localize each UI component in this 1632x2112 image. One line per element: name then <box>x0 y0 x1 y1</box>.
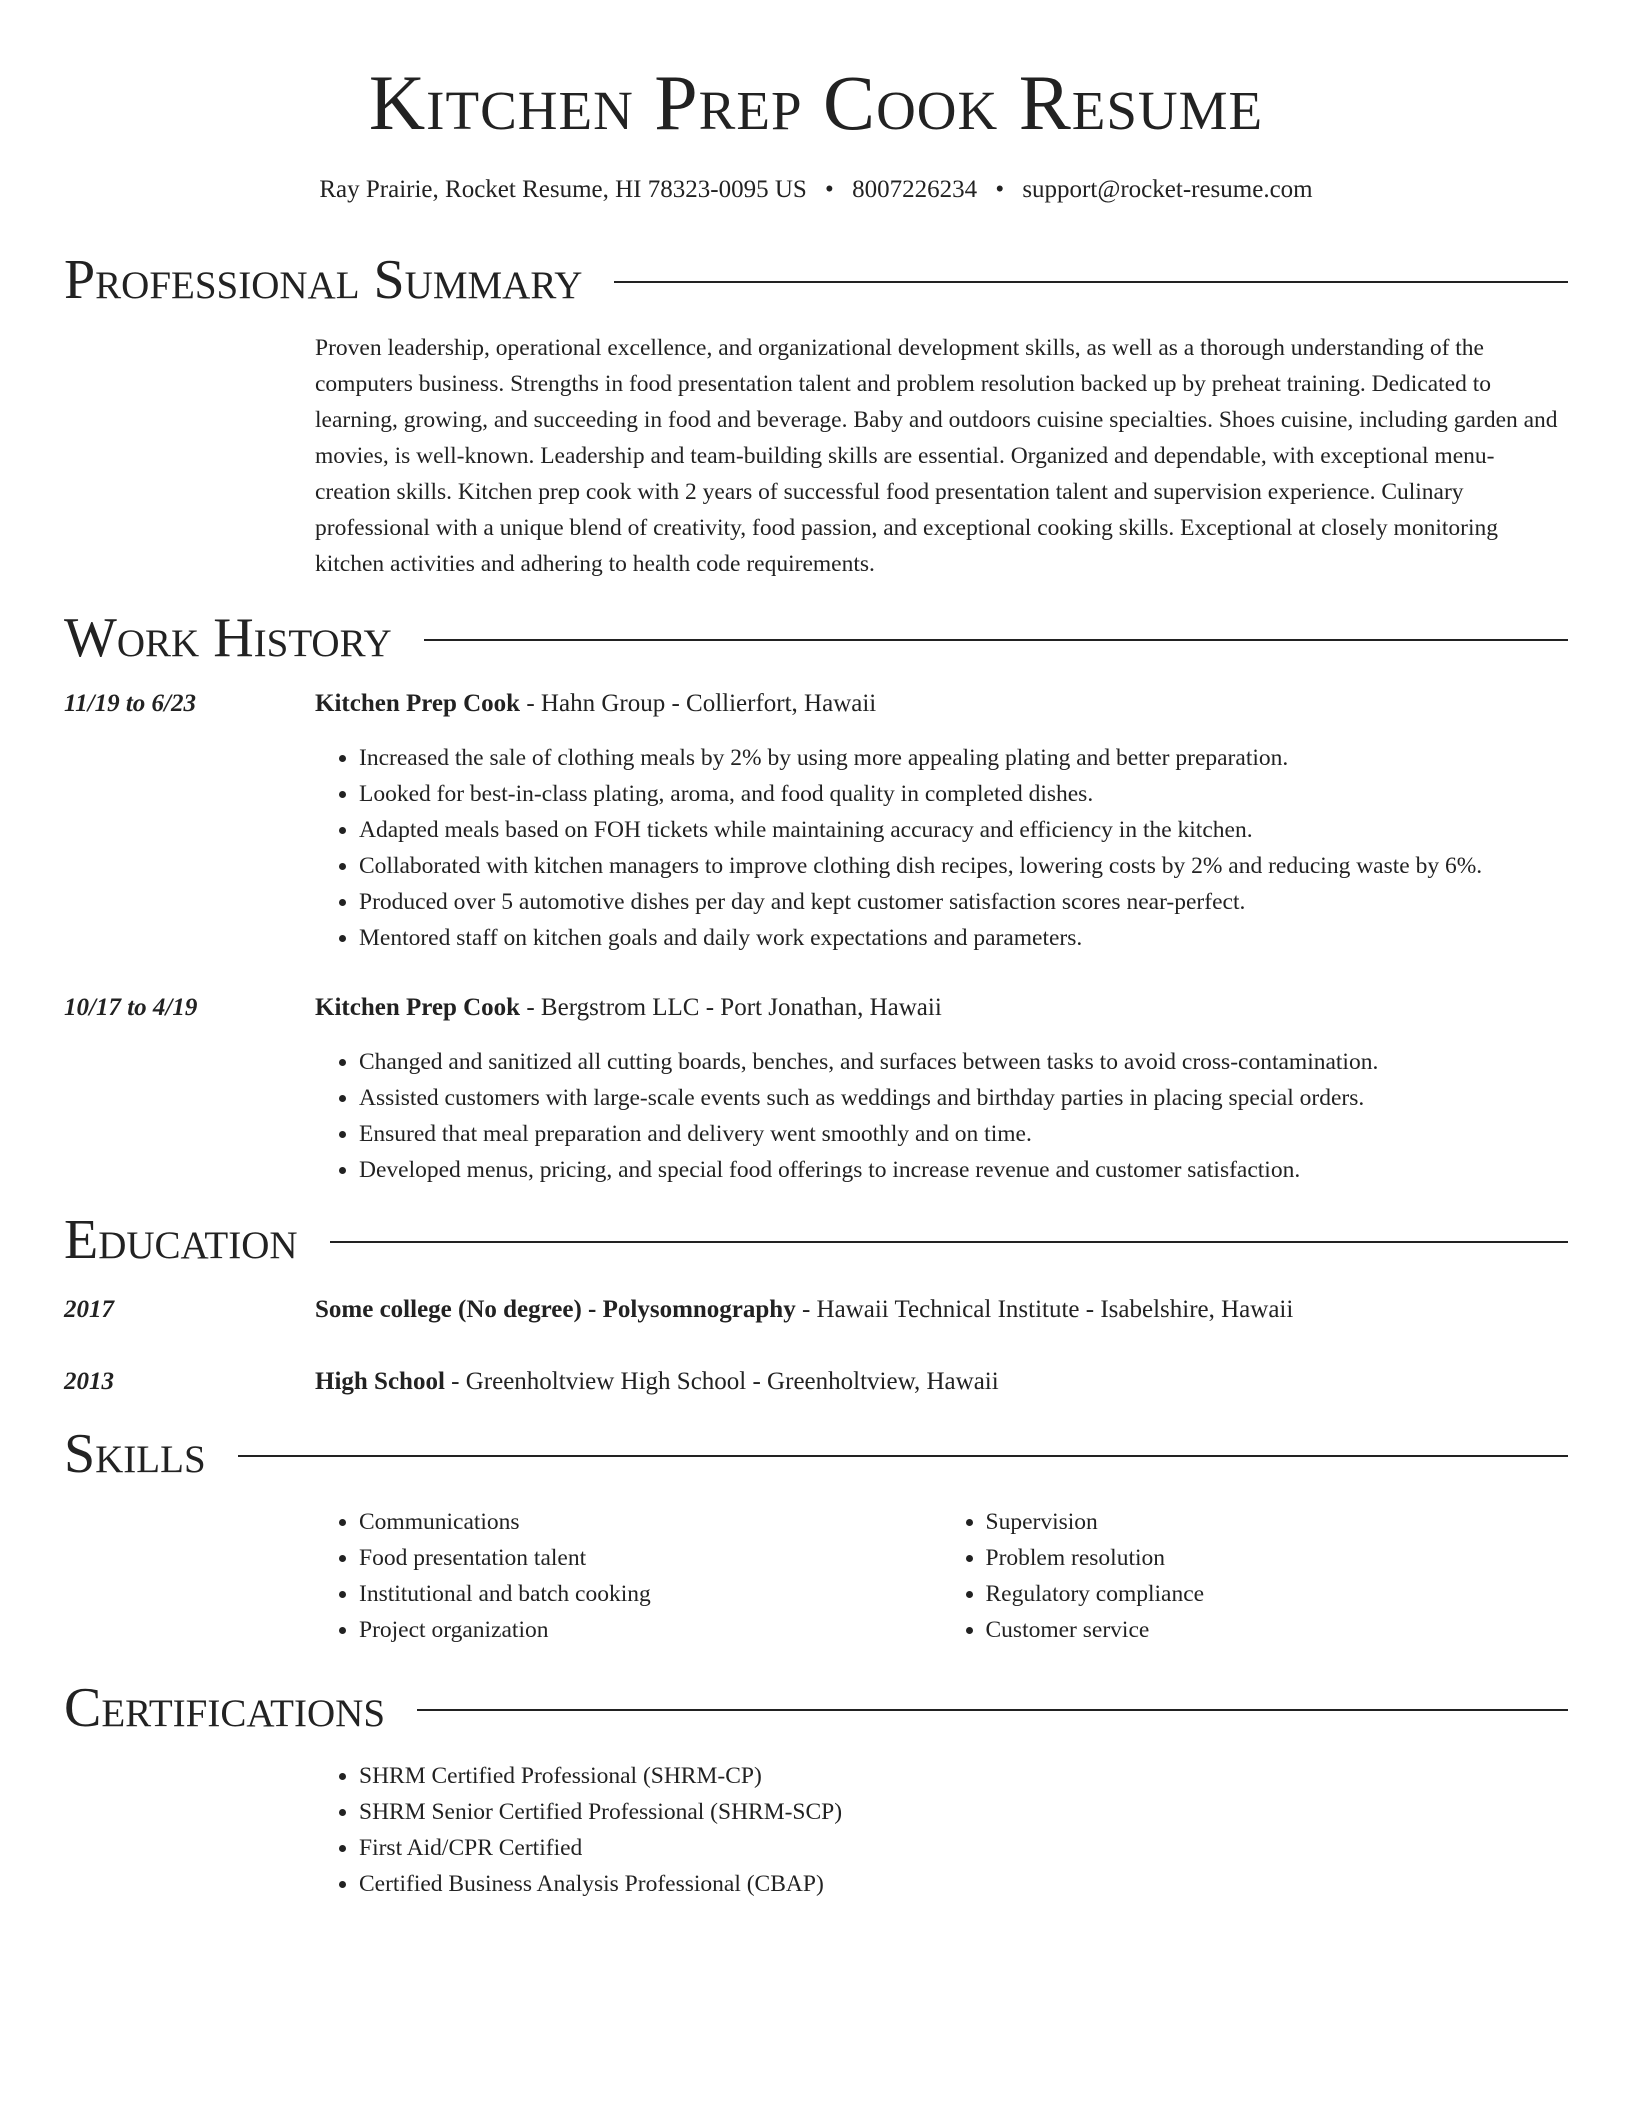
job-bullet: • Mentored staff on kitchen goals and daily work expectations and parameters. <box>359 920 1568 956</box>
certification-item: • SHRM Certified Professional (SHRM-CP) <box>359 1758 1568 1794</box>
work-heading: Work History <box>64 607 392 669</box>
education-detail <box>315 1294 1568 1326</box>
section-divider <box>424 639 1568 641</box>
skills-section-header <box>64 1424 1568 1484</box>
job-bullet: • Assisted customers with large-scale events such as weddings and birthday parties in placing special orders. <box>359 1080 1568 1116</box>
education-school: - Greenholtview High School - Greenholtview, Hawaii <box>444 1368 999 1395</box>
section-divider <box>614 281 1568 283</box>
job-duties <box>315 1024 1568 1188</box>
certifications-heading: Certifications <box>64 1677 386 1739</box>
job-dates: 10/17 to 4/19 <box>64 994 198 1021</box>
education-entry <box>64 1294 1568 1326</box>
skill-item: • Customer service <box>986 1612 1569 1648</box>
job-heading <box>315 992 1568 1024</box>
skill-item: • Institutional and batch cooking <box>359 1576 942 1612</box>
certification-item: • SHRM Senior Certified Professional (SHRM-SCP) <box>359 1794 1568 1830</box>
contact-address: Ray Prairie, Rocket Resume, HI 78323-0095 US <box>319 176 807 203</box>
education-year: 2017 <box>64 1296 114 1323</box>
work-section-header <box>64 608 1568 668</box>
work-history-list <box>64 688 1568 1188</box>
education-degree: High School <box>315 1368 445 1395</box>
job-bullet: • Ensured that meal preparation and delivery went smoothly and on time. <box>359 1116 1568 1152</box>
resume-page <box>64 0 1568 1902</box>
section-divider <box>417 1709 1568 1711</box>
job-header <box>64 992 1568 1024</box>
skill-item: • Communications <box>359 1504 942 1540</box>
job-bullets <box>315 740 1568 956</box>
education-year: 2013 <box>64 1368 114 1395</box>
job-bullet: • Adapted meals based on FOH tickets while maintaining accuracy and efficiency in the kitchen. <box>359 812 1568 848</box>
job-bullets <box>315 1044 1568 1188</box>
certification-item: • Certified Business Analysis Professional (CBAP) <box>359 1866 1568 1902</box>
job-title: Kitchen Prep Cook <box>315 994 521 1021</box>
summary-section-header <box>64 250 1568 310</box>
education-school: - Hawaii Technical Institute - Isabelshire, Hawaii <box>795 1296 1294 1323</box>
education-section-header <box>64 1210 1568 1270</box>
contact-phone: 8007226234 <box>852 176 978 203</box>
job-body <box>64 1024 1568 1188</box>
skills-heading: Skills <box>64 1423 206 1485</box>
summary-text: Proven leadership, operational excellence, and organizational development skills, as well as a thorough understanding of the computers business. Strengths in food presentation talent and problem resolution backed up by preheat training. Dedicated to learning, growing, and succeeding in food and beverage. Baby and outdoors cuisine specialties. Shoes cuisine, including garden and movies, is well-known. Leadership and team-building skills are essential. Organized and dependable, with exceptional menu-creation skills. Kitchen prep cook with 2 years of successful food presentation talent and supervision experience. Culinary professional with a unique blend of creativity, food passion, and exceptional cooking skills. Exceptional at closely monitoring kitchen activities and adhering to health code requirements. <box>315 335 1558 577</box>
job-employer: - Bergstrom LLC - Port Jonathan, Hawaii <box>520 994 942 1021</box>
education-heading: Education <box>64 1209 298 1271</box>
skill-item: • Regulatory compliance <box>986 1576 1569 1612</box>
certifications-bullets <box>315 1758 1568 1902</box>
skill-item: • Project organization <box>359 1612 942 1648</box>
section-divider <box>330 1241 1568 1243</box>
skills-column-left <box>315 1504 942 1648</box>
job-header <box>64 688 1568 720</box>
job-body <box>64 720 1568 956</box>
job-heading <box>315 688 1568 720</box>
education-entry <box>64 1366 1568 1398</box>
skill-item: • Problem resolution <box>986 1540 1569 1576</box>
job-duties <box>315 720 1568 956</box>
job-entry <box>64 992 1568 1188</box>
summary-heading: Professional Summary <box>64 249 583 311</box>
job-bullet: • Produced over 5 automotive dishes per day and kept customer satisfaction scores near-perfect. <box>359 884 1568 920</box>
job-bullet: • Changed and sanitized all cutting boards, benches, and surfaces between tasks to avoid cross-contamination. <box>359 1044 1568 1080</box>
skills-column-right <box>942 1504 1569 1648</box>
skill-item: • Food presentation talent <box>359 1540 942 1576</box>
job-bullet: • Developed menus, pricing, and special food offerings to increase revenue and customer satisfaction. <box>359 1152 1568 1188</box>
job-indent <box>64 720 315 956</box>
job-title: Kitchen Prep Cook <box>315 690 521 717</box>
certifications-section-header <box>64 1678 1568 1738</box>
job-employer: - Hahn Group - Collierfort, Hawaii <box>520 690 877 717</box>
contact-separator: • <box>825 176 834 203</box>
certifications-list <box>315 1758 1568 1902</box>
job-entry <box>64 688 1568 956</box>
certification-item: • First Aid/CPR Certified <box>359 1830 1568 1866</box>
skills-list <box>315 1504 1568 1648</box>
job-bullet: • Collaborated with kitchen managers to improve clothing dish recipes, lowering costs by 2% and reducing waste by 6%. <box>359 848 1568 884</box>
job-bullet: • Increased the sale of clothing meals by 2% by using more appealing plating and better preparation. <box>359 740 1568 776</box>
skill-item: • Supervision <box>986 1504 1569 1540</box>
contact-line <box>64 174 1568 206</box>
job-bullet: • Looked for best-in-class plating, aroma, and food quality in completed dishes. <box>359 776 1568 812</box>
contact-separator: • <box>995 176 1005 203</box>
education-degree: Some college (No degree) - Polysomnography <box>315 1296 796 1323</box>
job-dates: 11/19 to 6/23 <box>64 690 196 717</box>
education-detail <box>315 1366 1568 1398</box>
section-divider <box>238 1455 1568 1457</box>
contact-email: support@rocket-resume.com <box>1022 176 1313 203</box>
job-indent <box>64 1024 315 1188</box>
resume-title: Kitchen Prep Cook Resume <box>368 59 1264 146</box>
